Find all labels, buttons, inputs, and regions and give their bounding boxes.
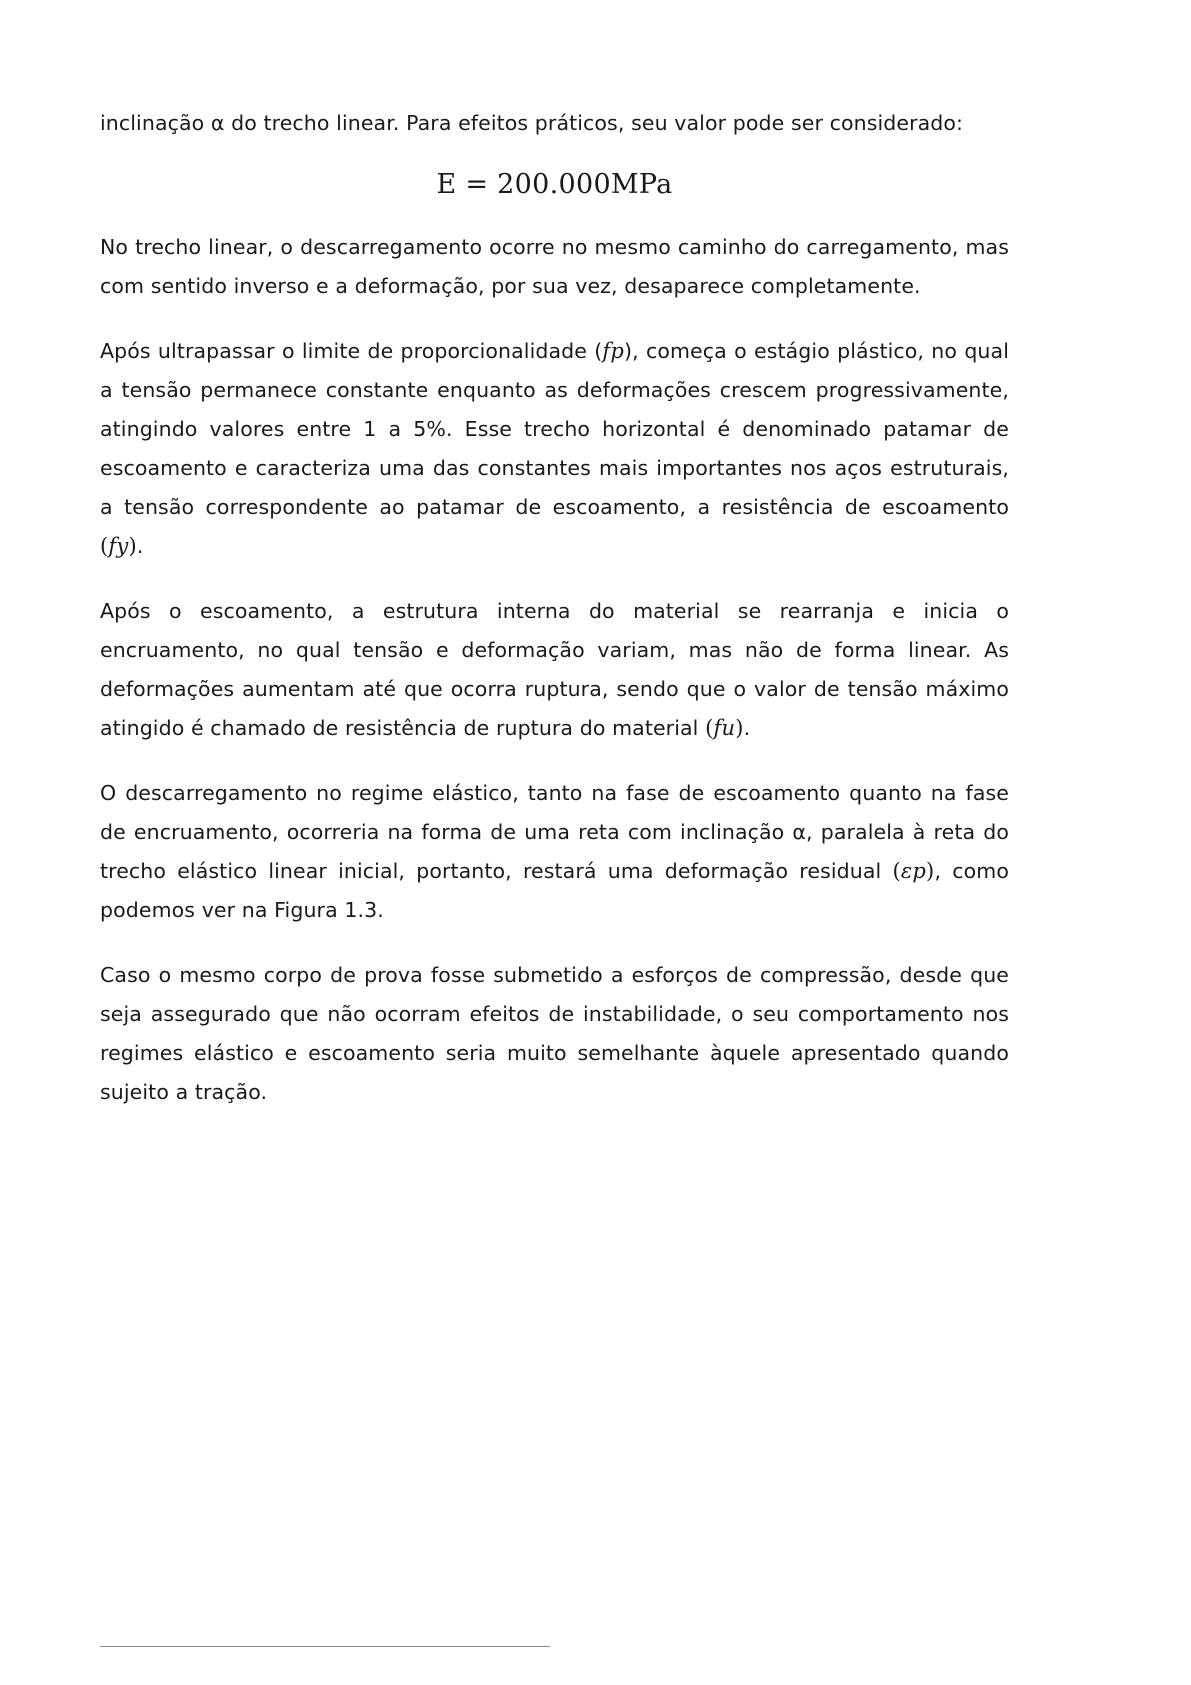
text-run: , como podemos ver na Figura 1.3.	[100, 859, 1009, 922]
paragraph-2: No trecho linear, o descarregamento ocorre no mesmo caminho do carregamento, mas com sentido inverso e a deformação, por sua vez, desaparece completamente.	[100, 235, 1009, 298]
paragraph-6: Caso o mesmo corpo de prova fosse submetido a esforços de compressão, desde que seja assegurado que não ocorram efeitos de instabilidade, o seu comportamento nos regimes elástico e escoamento seria muito semelhante àquele apresentado quando sujeito a tração.	[100, 963, 1009, 1104]
math-symbol-fy-value: fy	[108, 534, 129, 558]
paragraph-5	[100, 774, 1009, 930]
text-run: Após ultrapassar o limite de proporcionalidade (	[100, 339, 603, 363]
text-run: O descarregamento no regime elástico, tanto na fase de escoamento quanto na fase de encruamento, ocorreria na forma de uma reta com inclinação α, paralela à reta do trecho elástico linear inicial, portanto, restará uma deformação residual	[100, 781, 1009, 883]
paragraph-4	[100, 592, 1009, 748]
math-symbol-fu-value: fu	[713, 716, 736, 740]
document-body	[100, 104, 1009, 1112]
math-symbol-epsilon-p: (εp)	[892, 859, 935, 883]
math-symbol-fu: (fu)	[705, 716, 744, 740]
math-symbol-fp: fp	[602, 339, 624, 363]
paragraph-1: inclinação α do trecho linear. Para efeitos práticos, seu valor pode ser considerado:	[100, 111, 964, 135]
text-run: .	[743, 716, 751, 740]
paragraph-3	[100, 332, 1009, 566]
footer-divider	[100, 1646, 550, 1647]
text-run: .	[136, 534, 144, 558]
display-formula-youngs-modulus: E = 200.000MPa	[436, 169, 673, 200]
math-symbol-epsilon-p-value: εp	[900, 859, 927, 883]
math-symbol-fy: (fy)	[100, 534, 137, 558]
text-run: ), começa o estágio plástico, no qual a tensão permanece constante enquanto as deformações crescem progressivamente, atingindo valores entre 1 a 5%. Esse trecho horizontal é denominado patamar de escoamento e caracteriza uma das constantes mais importantes nos aços estruturais, a tensão correspondente ao patamar de escoamento, a resistência de escoamento	[100, 339, 1009, 519]
text-run: Após o escoamento, a estrutura interna do material se rearranja e inicia o encruamento, no qual tensão e deformação variam, mas não de forma linear. As deformações aumentam até que ocorra ruptura, sendo que o valor de tensão máximo atingido é chamado de resistência de ruptura do material	[100, 599, 1009, 740]
